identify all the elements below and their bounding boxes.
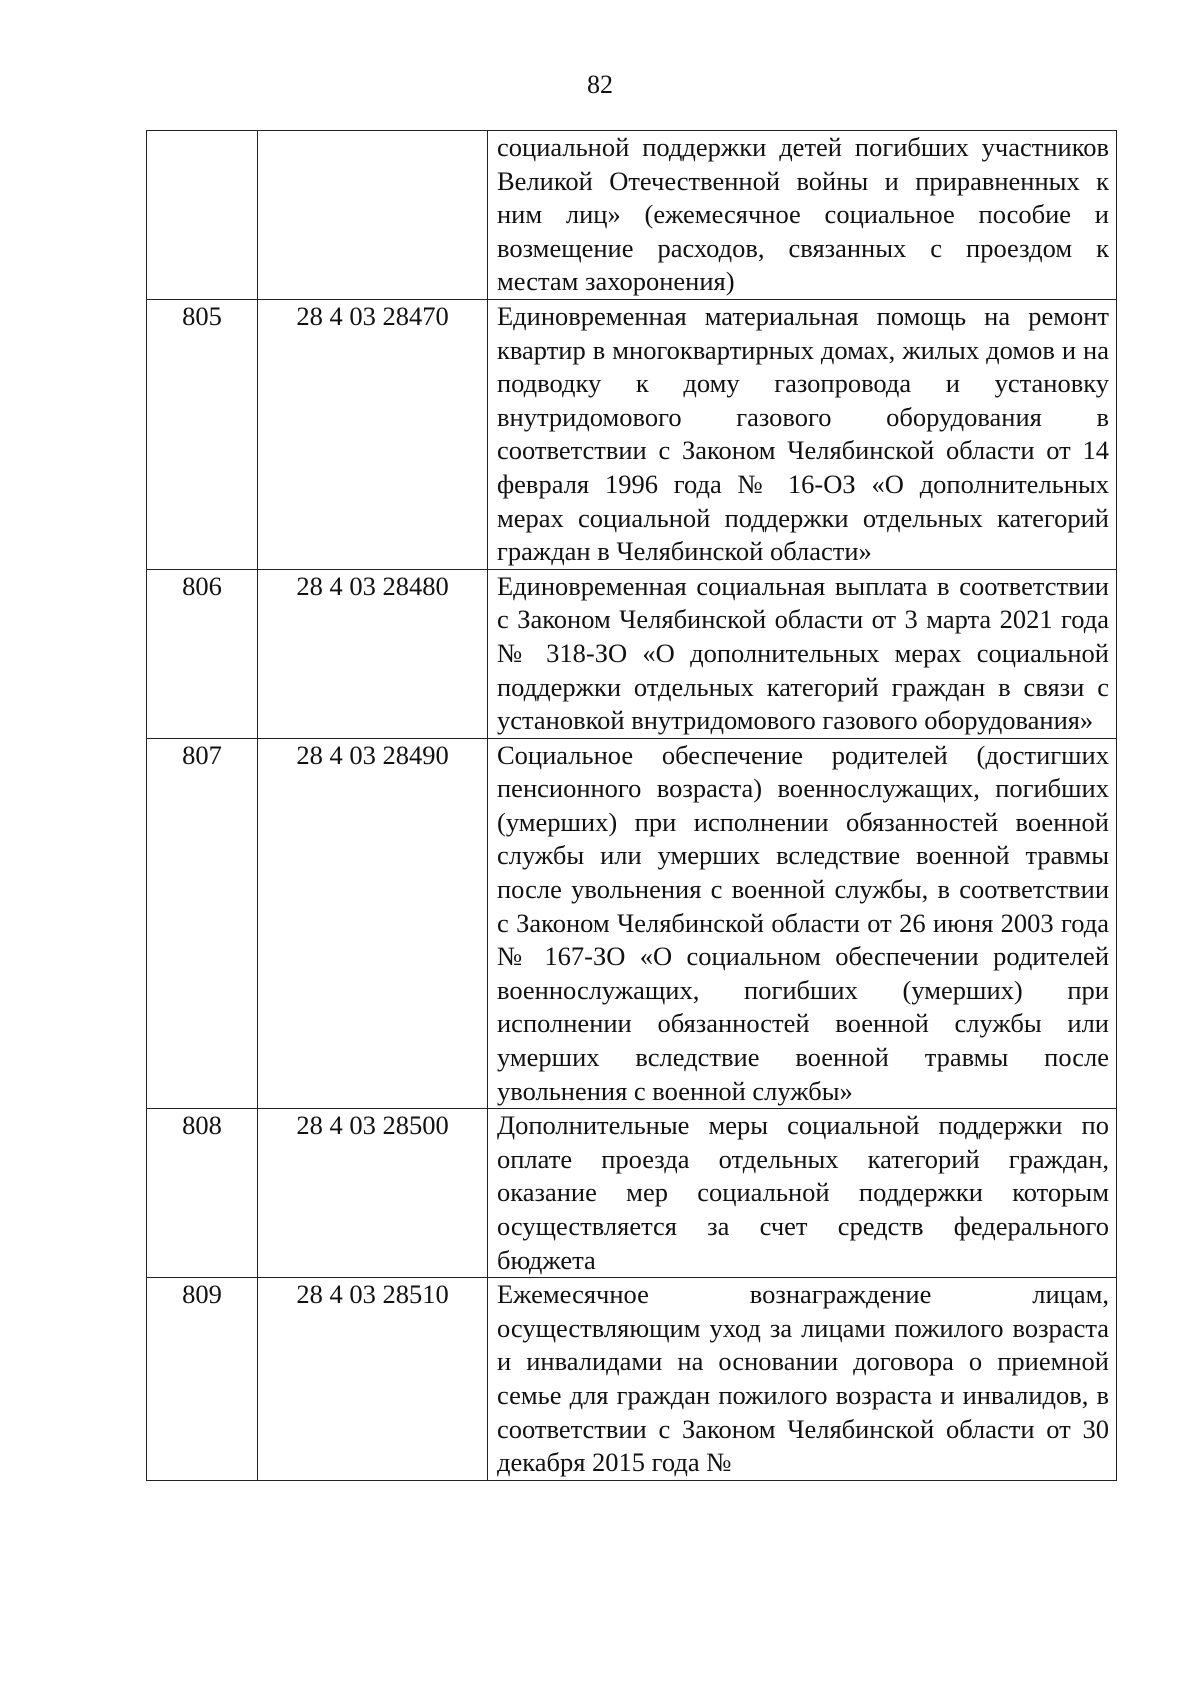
table-row xyxy=(147,299,1117,569)
description-cell: Единовременная материальная помощь на ремонт квартир в многоквартирных домах, жилых домов и на подводку к дому газопровода и установку внутридомового газового оборудования в соответствии с Законом Челябинской области от 14 февраля 1996 года № 16-ОЗ «О дополнительных мерах социальной поддержки отдельных категорий граждан в Челябинской области» xyxy=(488,299,1117,569)
classification-code-cell: 28 4 03 28490 xyxy=(258,738,488,1109)
description-cell: Социальное обеспечение родителей (достигших пенсионного возраста) военнослужащих, погибших (умерших) при исполнении обязанностей военной службы или умерших вследствие военной травмы после увольнения с военной службы, в соответствии с Законом Челябинской области от 26 июня 2003 года № 167-ЗО «О социальном обеспечении родителей военнослужащих, погибших (умерших) при исполнении обязанностей военной службы или умерших вследствие военной травмы после увольнения с военной службы» xyxy=(488,738,1117,1109)
row-number-cell xyxy=(147,131,258,300)
table-row xyxy=(147,1109,1117,1278)
classification-code-cell: 28 4 03 28500 xyxy=(258,1109,488,1278)
row-number-cell: 806 xyxy=(147,569,258,738)
table-row xyxy=(147,1278,1117,1481)
classification-code-cell: 28 4 03 28510 xyxy=(258,1278,488,1481)
description-cell: Дополнительные меры социальной поддержки по оплате проезда отдельных категорий граждан, оказание мер социальной поддержки которым осуществляется за счет средств федерального бюджета xyxy=(488,1109,1117,1278)
table-row xyxy=(147,738,1117,1109)
description-cell: Единовременная социальная выплата в соответствии с Законом Челябинской области от 3 марта 2021 года № 318-ЗО «О дополнительных мерах социальной поддержки отдельных категорий граждан в связи с установкой внутридомового газового оборудования» xyxy=(488,569,1117,738)
table-row xyxy=(147,569,1117,738)
description-cell: социальной поддержки детей погибших участников Великой Отечественной войны и приравненных к ним лиц» (ежемесячное социальное пособие и возмещение расходов, связанных с проездом к местам захоронения) xyxy=(488,131,1117,300)
classification-code-cell: 28 4 03 28470 xyxy=(258,299,488,569)
classification-code-cell xyxy=(258,131,488,300)
page-number: 82 xyxy=(587,70,613,99)
description-cell: Ежемесячное вознаграждение лицам, осуществляющим уход за лицами пожилого возраста и инвалидами на основании договора о приемной семье для граждан пожилого возраста и инвалидов, в соответствии с Законом Челябинской области от 30 декабря 2015 года № xyxy=(488,1278,1117,1481)
row-number-cell: 807 xyxy=(147,738,258,1109)
row-number-cell: 808 xyxy=(147,1109,258,1278)
row-number-cell: 805 xyxy=(147,299,258,569)
classification-code-cell: 28 4 03 28480 xyxy=(258,569,488,738)
budget-classification-table xyxy=(146,130,1117,1481)
table-row xyxy=(147,131,1117,300)
row-number-cell: 809 xyxy=(147,1278,258,1481)
